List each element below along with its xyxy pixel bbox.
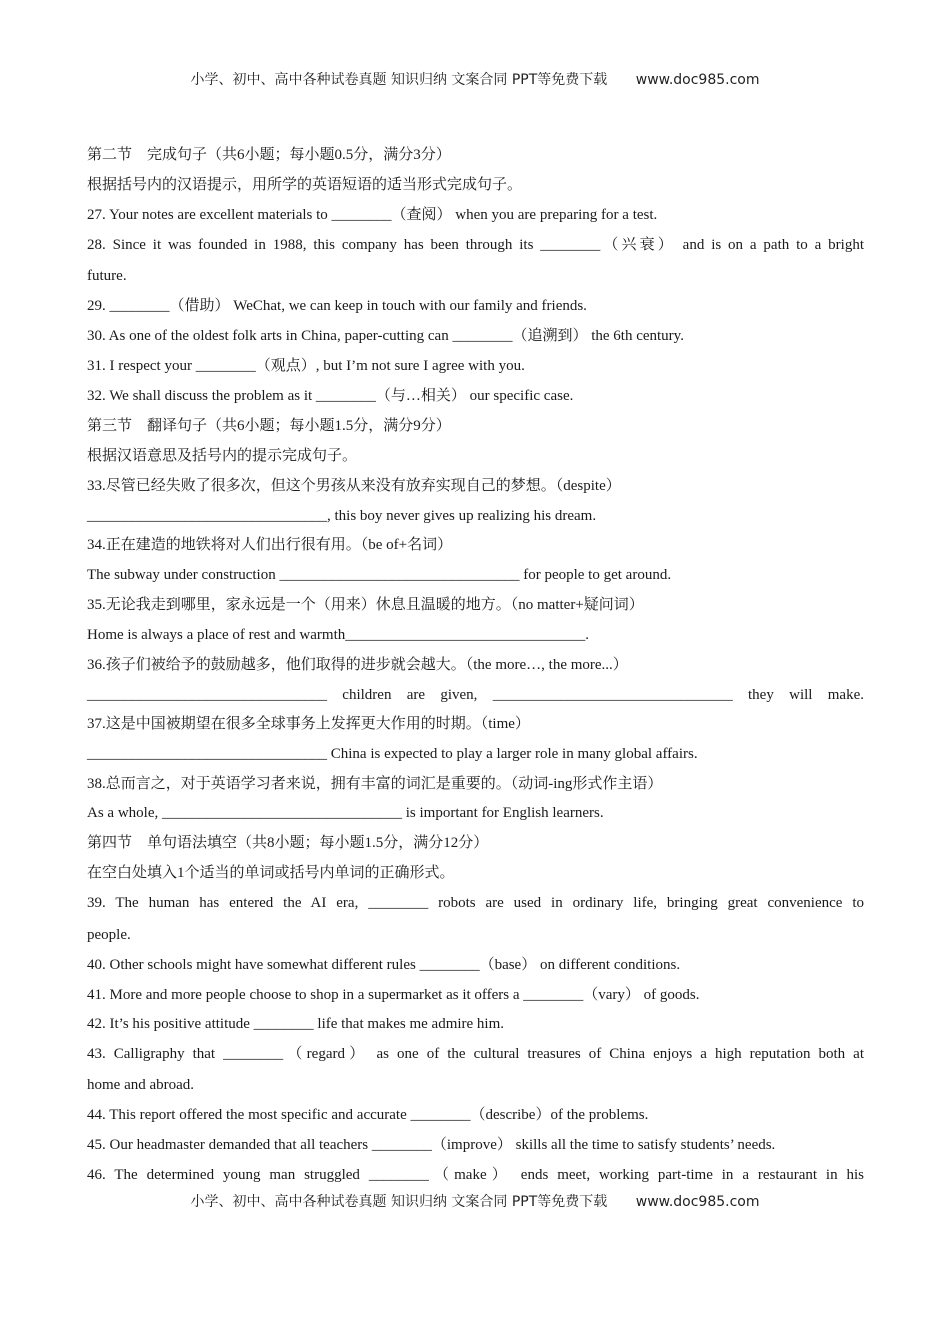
question-31: 31. I respect your ________（观点）, but I’m not sure I agree with you. [87, 358, 525, 374]
question-36-answer: ________________________________ children are given, ________________________________ they will make. [87, 687, 864, 703]
question-45: 45. Our headmaster demanded that all teachers ________（improve） skills all the time to satisfy students’ needs. [87, 1137, 776, 1153]
section-4-instruction: 在空白处填入1个适当的单词或括号内单词的正确形式。 [87, 865, 455, 881]
question-36-prompt: 36.孩子们被给予的鼓励越多，他们取得的进步就会越大。（the more…, the more...） [87, 657, 628, 673]
question-38-answer: As a whole, ________________________________ is important for English learners. [87, 805, 604, 821]
question-34-answer: The subway under construction ________________________________ for people to get around. [87, 567, 672, 583]
question-39-cont: people. [87, 927, 131, 943]
question-27: 27. Your notes are excellent materials to ________（查阅） when you are preparing for a test. [87, 207, 658, 223]
question-46: 46. The determined young man struggled ________（make） ends meet, working part-time in a restaurant in his [87, 1167, 864, 1183]
question-35-prompt: 35.无论我走到哪里，家永远是一个（用来）休息且温暖的地方。（no matter+疑问词） [87, 597, 644, 613]
question-34-prompt: 34.正在建造的地铁将对人们出行很有用。（be of+名词） [87, 537, 453, 553]
question-30: 30. As one of the oldest folk arts in China, paper-cutting can ________（追溯到） the 6th century. [87, 328, 684, 344]
question-37-prompt: 37.这是中国被期望在很多全球事务上发挥更大作用的时期。（time） [87, 716, 530, 732]
header-site-link[interactable]: www.doc985.com [635, 72, 760, 88]
footer-site-link[interactable]: www.doc985.com [635, 1194, 760, 1210]
question-44: 44. This report offered the most specific and accurate ________（describe）of the problems. [87, 1107, 649, 1123]
question-42: 42. It’s his positive attitude ________ life that makes me admire him. [87, 1016, 505, 1032]
question-33-prompt: 33.尽管已经失败了很多次，但这个男孩从来没有放弃实现自己的梦想。（despite） [87, 478, 621, 494]
question-32: 32. We shall discuss the problem as it ________（与…相关） our specific case. [87, 388, 574, 404]
question-28-cont: future. [87, 268, 127, 284]
question-35-answer: Home is always a place of rest and warmth________________________________. [87, 627, 589, 643]
question-33-answer: ________________________________, this boy never gives up realizing his dream. [87, 508, 597, 524]
question-29: 29. ________（借助） WeChat, we can keep in touch with our family and friends. [87, 298, 587, 314]
question-39: 39. The human has entered the AI era, ________ robots are used in ordinary life, bringing great convenience to [87, 895, 864, 911]
section-3-instruction: 根据汉语意思及括号内的提示完成句子。 [87, 448, 358, 464]
section-3-heading: 第三节 翻译句子（共6小题；每小题1.5分，满分9分） [87, 418, 451, 434]
question-43-cont: home and abroad. [87, 1077, 195, 1093]
question-37-answer: ________________________________ China is expected to play a larger role in many global affairs. [87, 746, 698, 762]
question-43: 43. Calligraphy that ________（regard） as one of the cultural treasures of China enjoys a high reputation both at [87, 1046, 864, 1062]
section-2-heading: 第二节 完成句子（共6小题；每小题0.5分，满分3分） [87, 147, 451, 163]
question-41: 41. More and more people choose to shop in a supermarket as it offers a ________（vary） of goods. [87, 987, 700, 1003]
section-2-instruction: 根据括号内的汉语提示，用所学的英语短语的适当形式完成句子。 [87, 177, 523, 193]
question-40: 40. Other schools might have somewhat different rules ________（base） on different conditions. [87, 957, 681, 973]
page-header [0, 69, 950, 89]
page-footer [0, 1191, 950, 1211]
question-28: 28. Since it was founded in 1988, this company has been through its ________（兴衰） and is on a path to a bright [87, 237, 864, 253]
section-4-heading: 第四节 单句语法填空（共8小题；每小题1.5分，满分12分） [87, 835, 489, 851]
footer-slogan: 小学、初中、高中各种试卷真题 知识归纳 文案合同 PPT等免费下载 [190, 1194, 608, 1210]
header-slogan: 小学、初中、高中各种试卷真题 知识归纳 文案合同 PPT等免费下载 [190, 72, 608, 88]
question-38-prompt: 38.总而言之，对于英语学习者来说，拥有丰富的词汇是重要的。（动词-ing形式作主语） [87, 776, 663, 792]
